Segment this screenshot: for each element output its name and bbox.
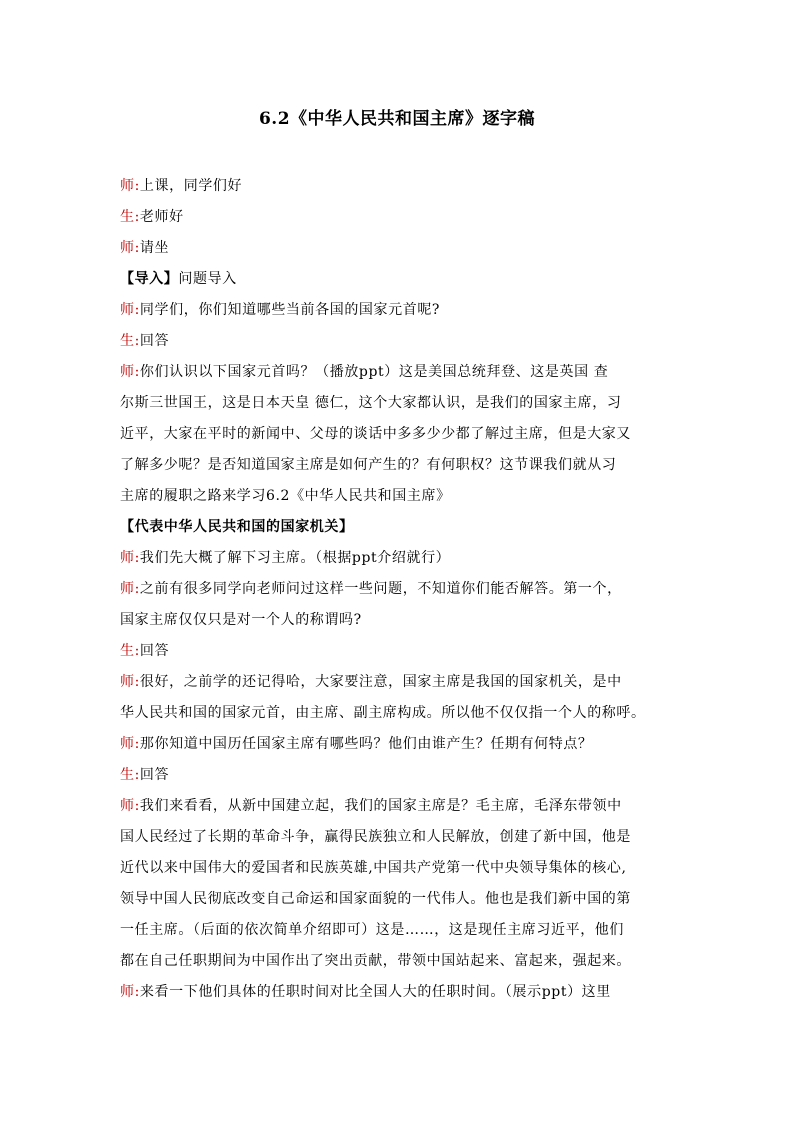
speaker-label: 师: [120,674,140,690]
line-text: 同学们，你们知道哪些当前各国的国家元首呢? [139,302,441,318]
speaker-label: 生: [120,209,140,225]
transcript-line [120,732,682,763]
line-text: 近平，大家在平时的新闻中、父母的谈话中多多少少都了解过主席，但是大家又 [120,426,631,442]
line-text: 我们来看看，从新中国建立起，我们的国家主席是？毛主席，毛泽东带领中 [139,798,622,814]
line-text: 上课，同学们好 [139,178,243,194]
transcript-line [120,205,682,236]
transcript-line [120,174,682,205]
section-heading: 【导入】 [120,271,179,287]
speaker-label: 师: [120,302,140,318]
transcript-line [120,360,682,391]
line-text: 国家主席仅仅只是对一个人的称谓吗? [120,612,362,628]
speaker-label: 师: [120,240,140,256]
speaker-label: 生: [120,643,140,659]
line-text: 近代以来中国伟大的爱国者和民族英雄,中国共产党第一代中央领导集体的核心, [120,860,627,876]
line-text: 之前有很多同学向老师问过这样一些问题，不知道你们能否解答。第一个， [139,581,622,597]
transcript-line [120,639,682,670]
line-text: 主席的履职之路来学习6.2《中华人民共和国主席》 [120,488,451,504]
speaker-label: 生: [120,767,140,783]
line-text: 华人民共和国的国家元首，由主席、副主席构成。所以他不仅仅指一个人的称呼。 [120,705,646,721]
line-text: 老师好 [139,209,184,225]
transcript-line [120,391,682,422]
speaker-label: 师: [120,550,140,566]
line-text: 回答 [139,333,170,349]
line-text: 一任主席。（后面的依次简单介绍即可）这是……，这是现任主席习近平，他们 [120,922,624,938]
transcript-line [120,484,682,515]
line-text: 我们先大概了解下习主席。（根据ppt介绍就行） [139,550,451,566]
line-text: 回答 [139,767,170,783]
line-text: 来看一下他们具体的任职时间对比全国人大的任职时间。（展示ppt）这里 [139,984,611,1000]
transcript-line [120,794,682,825]
transcript-line [120,608,682,639]
section-heading-line [120,267,682,298]
transcript-line [120,763,682,794]
transcript-line [120,949,682,980]
transcript-line [120,329,682,360]
transcript-line [120,453,682,484]
line-text: 领导中国人民彻底改变自己命运和国家面貌的一代伟人。他也是我们新中国的第 [120,891,631,907]
speaker-label: 师: [120,581,140,597]
transcript-line [120,577,682,608]
line-text: 你们认识以下国家元首吗？（播放ppt）这是美国总统拜登、这是英国 查 [139,364,609,380]
speaker-label: 师: [120,984,140,1000]
transcript-line [120,887,682,918]
transcript-line [120,701,682,732]
line-text: 回答 [139,643,170,659]
line-text: 尔斯三世国王，这是日本天皇 德仁，这个大家都认识，是我们的国家主席，习 [120,395,622,411]
line-text: 问题导入 [178,271,237,287]
transcript-line [120,546,682,577]
line-text: 了解多少呢？是否知道国家主席是如何产生的？有何职权？这节课我们就从习 [120,457,617,473]
line-text: 很好，之前学的还记得哈，大家要注意，国家主席是我国的国家机关，是中 [139,674,622,690]
transcript-line [120,422,682,453]
speaker-label: 师: [120,364,140,380]
transcript-line [120,825,682,856]
line-text: 都在自己任职期间为中国作出了突出贡献，带领中国站起来、富起来，强起来。 [120,953,631,969]
section-heading-line [120,515,682,546]
transcript-line [120,856,682,887]
line-text: 国人民经过了长期的革命斗争，赢得民族独立和人民解放，创建了新中国，他是 [120,829,631,845]
speaker-label: 师: [120,178,140,194]
document-body [120,174,682,1011]
line-text: 那你知道中国历任国家主席有哪些吗？他们由谁产生？任期有何特点？ [139,736,593,752]
document-title: 6.2《中华人民共和国主席》逐字稿 [258,109,536,129]
transcript-line [120,980,682,1011]
transcript-line [120,670,682,701]
section-heading: 【代表中华人民共和国的国家机关】 [120,519,354,535]
line-text: 请坐 [139,240,170,256]
speaker-label: 生: [120,333,140,349]
transcript-line [120,298,682,329]
transcript-line [120,236,682,267]
speaker-label: 师: [120,736,140,752]
speaker-label: 师: [120,798,140,814]
transcript-line [120,918,682,949]
